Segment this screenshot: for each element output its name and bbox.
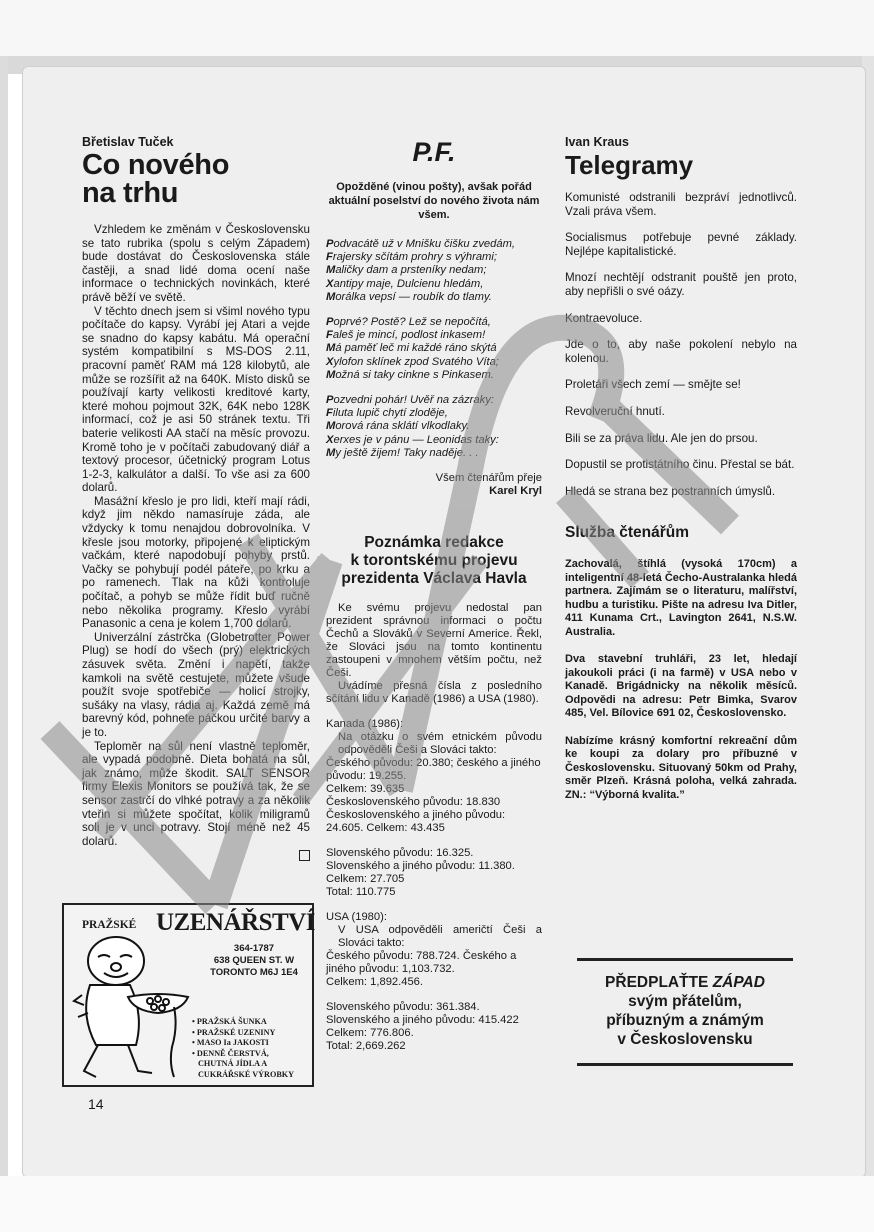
service-title: Služba čtenářům	[565, 524, 690, 542]
note-title-line: Poznámka redakce	[364, 534, 504, 552]
paragraph: V těchto dnech jsem si všiml nového typu počítače do kapsy. Vyrábí jej Atari a vejde se snadno do kapsy kabátu. Má operační systém kompatibilní s MS-DOS 2.11, pracovní paměť RAM má 128 kilobytů, ale může se rozšířit až na 640K. Místo disků se používají karty velikosti kreditové karty, které mohou pojmout 32K, 64K nebo 128K informací, což je asi 50 stránek textu. Tři baterie velikosti AA stačí na měsíc provozu. Kromě toho je v počítači zabudovaný diář a textový procesor, účetnický program Lotus 1-2-3, kalkulátor a další. To vše asi za 600 dolarů.	[82, 304, 310, 495]
advert-brand-big: UZENÁŘSTVÍ	[156, 909, 315, 936]
poem-stanza	[326, 316, 542, 382]
paragraph: Masážní křeslo je pro lidi, kteří mají rádi, když jim někdo namasíruje záda, ale vždycky k tomu nenajdou dobrovolníka. V křesle jsou motorky, připojené k eliptickým vačkám, které napodobují pohyby prstů. Vačky se pohybují podél páteře, po krku a po ramenech. Tlak na kůži kontroluje počítač, a pohyb se může řídit buď ručně nebo několika programy. Křeslo vyrábí Panasonic a cena je kolem 1,700 dolarů.	[82, 494, 310, 631]
scan-edge-left	[0, 56, 8, 1176]
telegram: Bili se za práva lidu. Ale jen do prsou.	[565, 431, 758, 445]
telegram: Mnozí nechtějí odstranit pouště jen proto, aby nepřišli o své oázy.	[565, 271, 797, 298]
stats-line: Slovenského původu: 16.325.	[326, 847, 474, 860]
stats-line: Celkem: 1,892.456.	[326, 976, 424, 989]
advert-item: CUKRÁŘSKÉ VÝROBKY	[198, 1069, 295, 1079]
poem-line: Podvacátě už v Mnišku čišku zvedám,	[326, 238, 516, 250]
promo-magazine-name: ZÁPAD	[712, 974, 765, 991]
telegram: Hledá se strana bez postranních úmyslů.	[565, 484, 776, 498]
stats-line: Československého a jiného původu: 24.605. Celkem: 43.435	[326, 809, 506, 835]
classified-ad: Zachovalá, štíhlá (vysoká 170cm) a inteligentní 48-letá Čecho-Australanka hledá partnera. Zajímám se o literaturu, malířství, hudbu a turistiku. Pište na adresu Iva Ditler, 411 Kunama Crt., Lavington 2641, N.S.W. Australia.	[565, 558, 797, 638]
advert-item: • DENNĚ ČERSTVÁ,	[192, 1048, 269, 1058]
poem-line: Xerxes je v pánu — Leonidas taky:	[326, 433, 499, 446]
poem-initial: F	[326, 329, 333, 342]
stats-heading: Kanada (1986):	[326, 718, 404, 731]
poem-initial: M	[326, 368, 336, 381]
note-title-line: k torontskému projevu	[350, 552, 518, 570]
advert-phone: 364-1787	[233, 943, 275, 954]
article-headline: Telegramy	[565, 150, 694, 180]
note-title-line: prezidenta Václava Havla	[341, 570, 527, 588]
signature-block	[326, 472, 542, 498]
poem-line: Pozvedni pohár! Uvěř na zázraky:	[326, 394, 494, 407]
advert-item: • MASO Ia JAKOSTI	[192, 1038, 269, 1048]
scan-margin-top	[0, 0, 874, 56]
telegram-list	[565, 191, 797, 498]
stats-line: Slovenského původu: 361.384.	[326, 1001, 480, 1014]
butcher-cartoon-icon	[68, 935, 198, 1081]
promo-line: příbuzným a známým	[606, 1012, 764, 1029]
stats-line: Celkem: 776.806.	[326, 1027, 414, 1040]
subscription-promo	[577, 958, 793, 1066]
article-author: Ivan Kraus	[565, 135, 629, 149]
article-body	[82, 223, 310, 860]
poem-line: Morálka vepsí — roubík do tlamy.	[326, 290, 492, 303]
stats-line: Total: 110.775	[326, 886, 396, 899]
poem-initial: M	[326, 342, 336, 355]
poem-line: Xylofon sklínek zpod Svatého Víta;	[326, 355, 499, 368]
census-stats	[326, 718, 542, 1053]
article-telegramy	[565, 135, 797, 816]
classified-ad: Nabízíme krásný komfortní rekreační dům ke koupi za dolary pro příbuzné v Československu. Situovaný 50km od Prahy, směr Plzeň. Krásná poloha, velká zahrada. ZN.: “Výborná kvalita.”	[565, 734, 797, 801]
poem-line: Filuta lupič chytí zloděje,	[326, 407, 448, 420]
advert-brand-small: PRAŽSKÉ	[82, 919, 137, 931]
advert-item: CHUTNÁ JÍDLA A	[198, 1059, 268, 1069]
article-author: Břetislav Tuček	[82, 135, 174, 149]
poem-line: My ještě žijem! Taky naděje. . .	[326, 446, 479, 459]
paragraph: Uvádíme přesná čísla z posledního sčítání lidu v Kanadě (1986) a USA (1980).	[326, 680, 542, 706]
paragraph: Vzhledem ke změnám v Československu se tato rubrika (spolu s celým Západem) bude dostávat do Československa stále častěji, a snad lidé doma ocení naše informace o technických novinkách, které právě běží ve světě.	[82, 223, 310, 304]
poem-stanza	[326, 394, 542, 460]
promo-line: v Československu	[617, 1031, 753, 1048]
canada-czech	[326, 718, 542, 835]
poem-line: Frajersky sčítám prohry s výhrami;	[326, 251, 497, 264]
advert-address	[194, 943, 314, 979]
stats-heading: USA (1980):	[326, 911, 387, 924]
poem-initial: X	[326, 433, 334, 446]
poem-initial: M	[326, 420, 336, 433]
article-pf	[326, 135, 542, 1065]
telegram: Proletáři všech zemí — smějte se!	[565, 378, 741, 392]
poem-initial: F	[326, 251, 333, 264]
poem-line: Faleš je mincí, podlost inkasem!	[326, 329, 486, 342]
advert-address-line: TORONTO M6J 1E4	[210, 967, 298, 978]
poem	[326, 238, 542, 460]
signature: Karel Kryl	[489, 485, 542, 498]
paragraph: Ke svému projevu nedostal pan prezident správnou informaci o počtu Čechů a Slováků v Severní Americe. Řekl, že Slováci jsou na tomto kontinentu zastoupeni v mnohem větším počtu, než Češi.	[326, 602, 542, 680]
advert-address-line: 638 QUEEN ST. W	[213, 955, 295, 966]
classified-ad: Dva stavební truhláři, 23 let, hledají jakoukoli práci (i na farmě) v USA nebo v Kanadě. Brigádnicky na několik měsíců. Odpovědi na adresu: Petr Bimka, Svarov 485, Vel. Bílovice 691 02, Československo.	[565, 653, 797, 720]
telegram: Jde o to, aby naše pokolení nebylo na kolenou.	[565, 338, 797, 365]
article-headline	[82, 151, 310, 207]
stats-line: Celkem: 27.705	[326, 873, 405, 886]
end-square-icon	[299, 850, 310, 861]
stats-line: Českého původu: 20.380; českého a jiného původu: 19.255.	[326, 757, 541, 783]
poem-initial: M	[326, 290, 336, 303]
poem-initial: P	[326, 394, 334, 407]
pf-subtitle: Opožděné (vinou pošty), avšak pořád aktuální poselství do nového života nám všem.	[328, 181, 540, 221]
usa-czech	[326, 911, 542, 989]
greeting: Všem čtenářům přeje	[435, 472, 542, 485]
stats-intro: Na otázku o svém etnickém původu odpověděli Češi a Slováci takto:	[338, 731, 542, 757]
article-co-noveho-na-trhu	[82, 135, 310, 861]
telegram: Kontraevoluce.	[565, 311, 643, 325]
headline-line: Co nového	[82, 149, 230, 181]
poem-line: Morová rána sklátí vlkodlaky.	[326, 420, 470, 433]
stats-line: Celkem: 39.635	[326, 783, 405, 796]
poem-initial: P	[326, 238, 334, 250]
usa-slovak	[326, 1001, 542, 1053]
stats-line: Slovenského a jiného původu: 415.422	[326, 1014, 519, 1027]
paragraph: Teploměr na sůl není vlastně teploměr, ale vypadá podobně. Dieta bohatá na sůl, jak známo, může škodit. SALT SENSOR firmy Elexis Monitors se používá tak, že se sensor zastrčí do vlhké potravy a za několik vteřin si můžete spočítat, kolik miligramů soli je v unci potravy. Stojí méně než 45 dolarů.	[82, 739, 310, 848]
telegram: Socialismus potřebuje pevné základy. Nejlépe kapitalistické.	[565, 231, 797, 258]
poem-initial: M	[326, 446, 336, 459]
paragraph: Univerzální zástrčka (Globetrotter Power Plug) se hodí do všech (prý) elektrických zásuvek světa. Změní i napětí, takže kamkoli na světě cestujete, můžete všude použít svoje spotřebiče — holicí strojky, sušáky na vlasy, rádia aj. Každá země má barevný kód, pohnete páčkou určité barvy a je to.	[82, 630, 310, 739]
stats-line: Slovenského a jiného původu: 11.380.	[326, 860, 515, 873]
telegram: Komunisté odstranili bezpráví jednotlivců. Vzali práva všem.	[565, 191, 797, 218]
stats-intro: V USA odpověděli američtí Češi a Slováci takto:	[338, 924, 542, 950]
poem-stanza	[326, 238, 542, 304]
poem-initial: M	[326, 264, 336, 277]
advert-product-list	[192, 1017, 294, 1081]
advert-item: • PRAŽSKÁ ŠUNKA	[192, 1017, 267, 1026]
note-body	[326, 602, 542, 706]
poem-line: Možná si taky cinkne s Pinkasem.	[326, 368, 494, 381]
headline-line: na trhu	[82, 177, 179, 209]
poem-initial: X	[326, 355, 334, 368]
poem-line: Poprvé? Postě? Lež se nepočítá,	[326, 316, 491, 329]
promo-line: PŘEDPLAŤTE ZÁPAD	[605, 974, 765, 991]
poem-line: Xantipy maje, Dulcienu hledám,	[326, 277, 484, 290]
advert-prazske-uzenarstvi	[62, 903, 314, 1087]
advert-item: • PRAŽSKÉ UZENINY	[192, 1027, 276, 1037]
promo-line: svým přátelům,	[628, 993, 742, 1010]
poem-initial: F	[326, 407, 333, 420]
scan-margin-bottom	[0, 1176, 874, 1232]
stats-line: Total: 2,669.262	[326, 1040, 406, 1053]
telegram: Dopustil se protistátního činu. Přestal se bát.	[565, 458, 795, 472]
pf-title: P.F.	[412, 137, 456, 167]
poem-line: Má paměť leč mi každé ráno skýtá	[326, 342, 497, 355]
stats-line: Československého původu: 18.830	[326, 796, 501, 809]
page-number: 14	[88, 1096, 104, 1112]
poem-initial: P	[326, 316, 334, 329]
telegram: Revolveruční hnutí.	[565, 404, 665, 418]
poem-line: Maličky dam a prsteníky nedam;	[326, 264, 487, 277]
note-title	[326, 534, 542, 588]
stats-line: Českého původu: 788.724. Českého a jiného původu: 1,103.732.	[326, 950, 517, 976]
canada-slovak	[326, 847, 542, 899]
poem-initial: X	[326, 277, 334, 290]
